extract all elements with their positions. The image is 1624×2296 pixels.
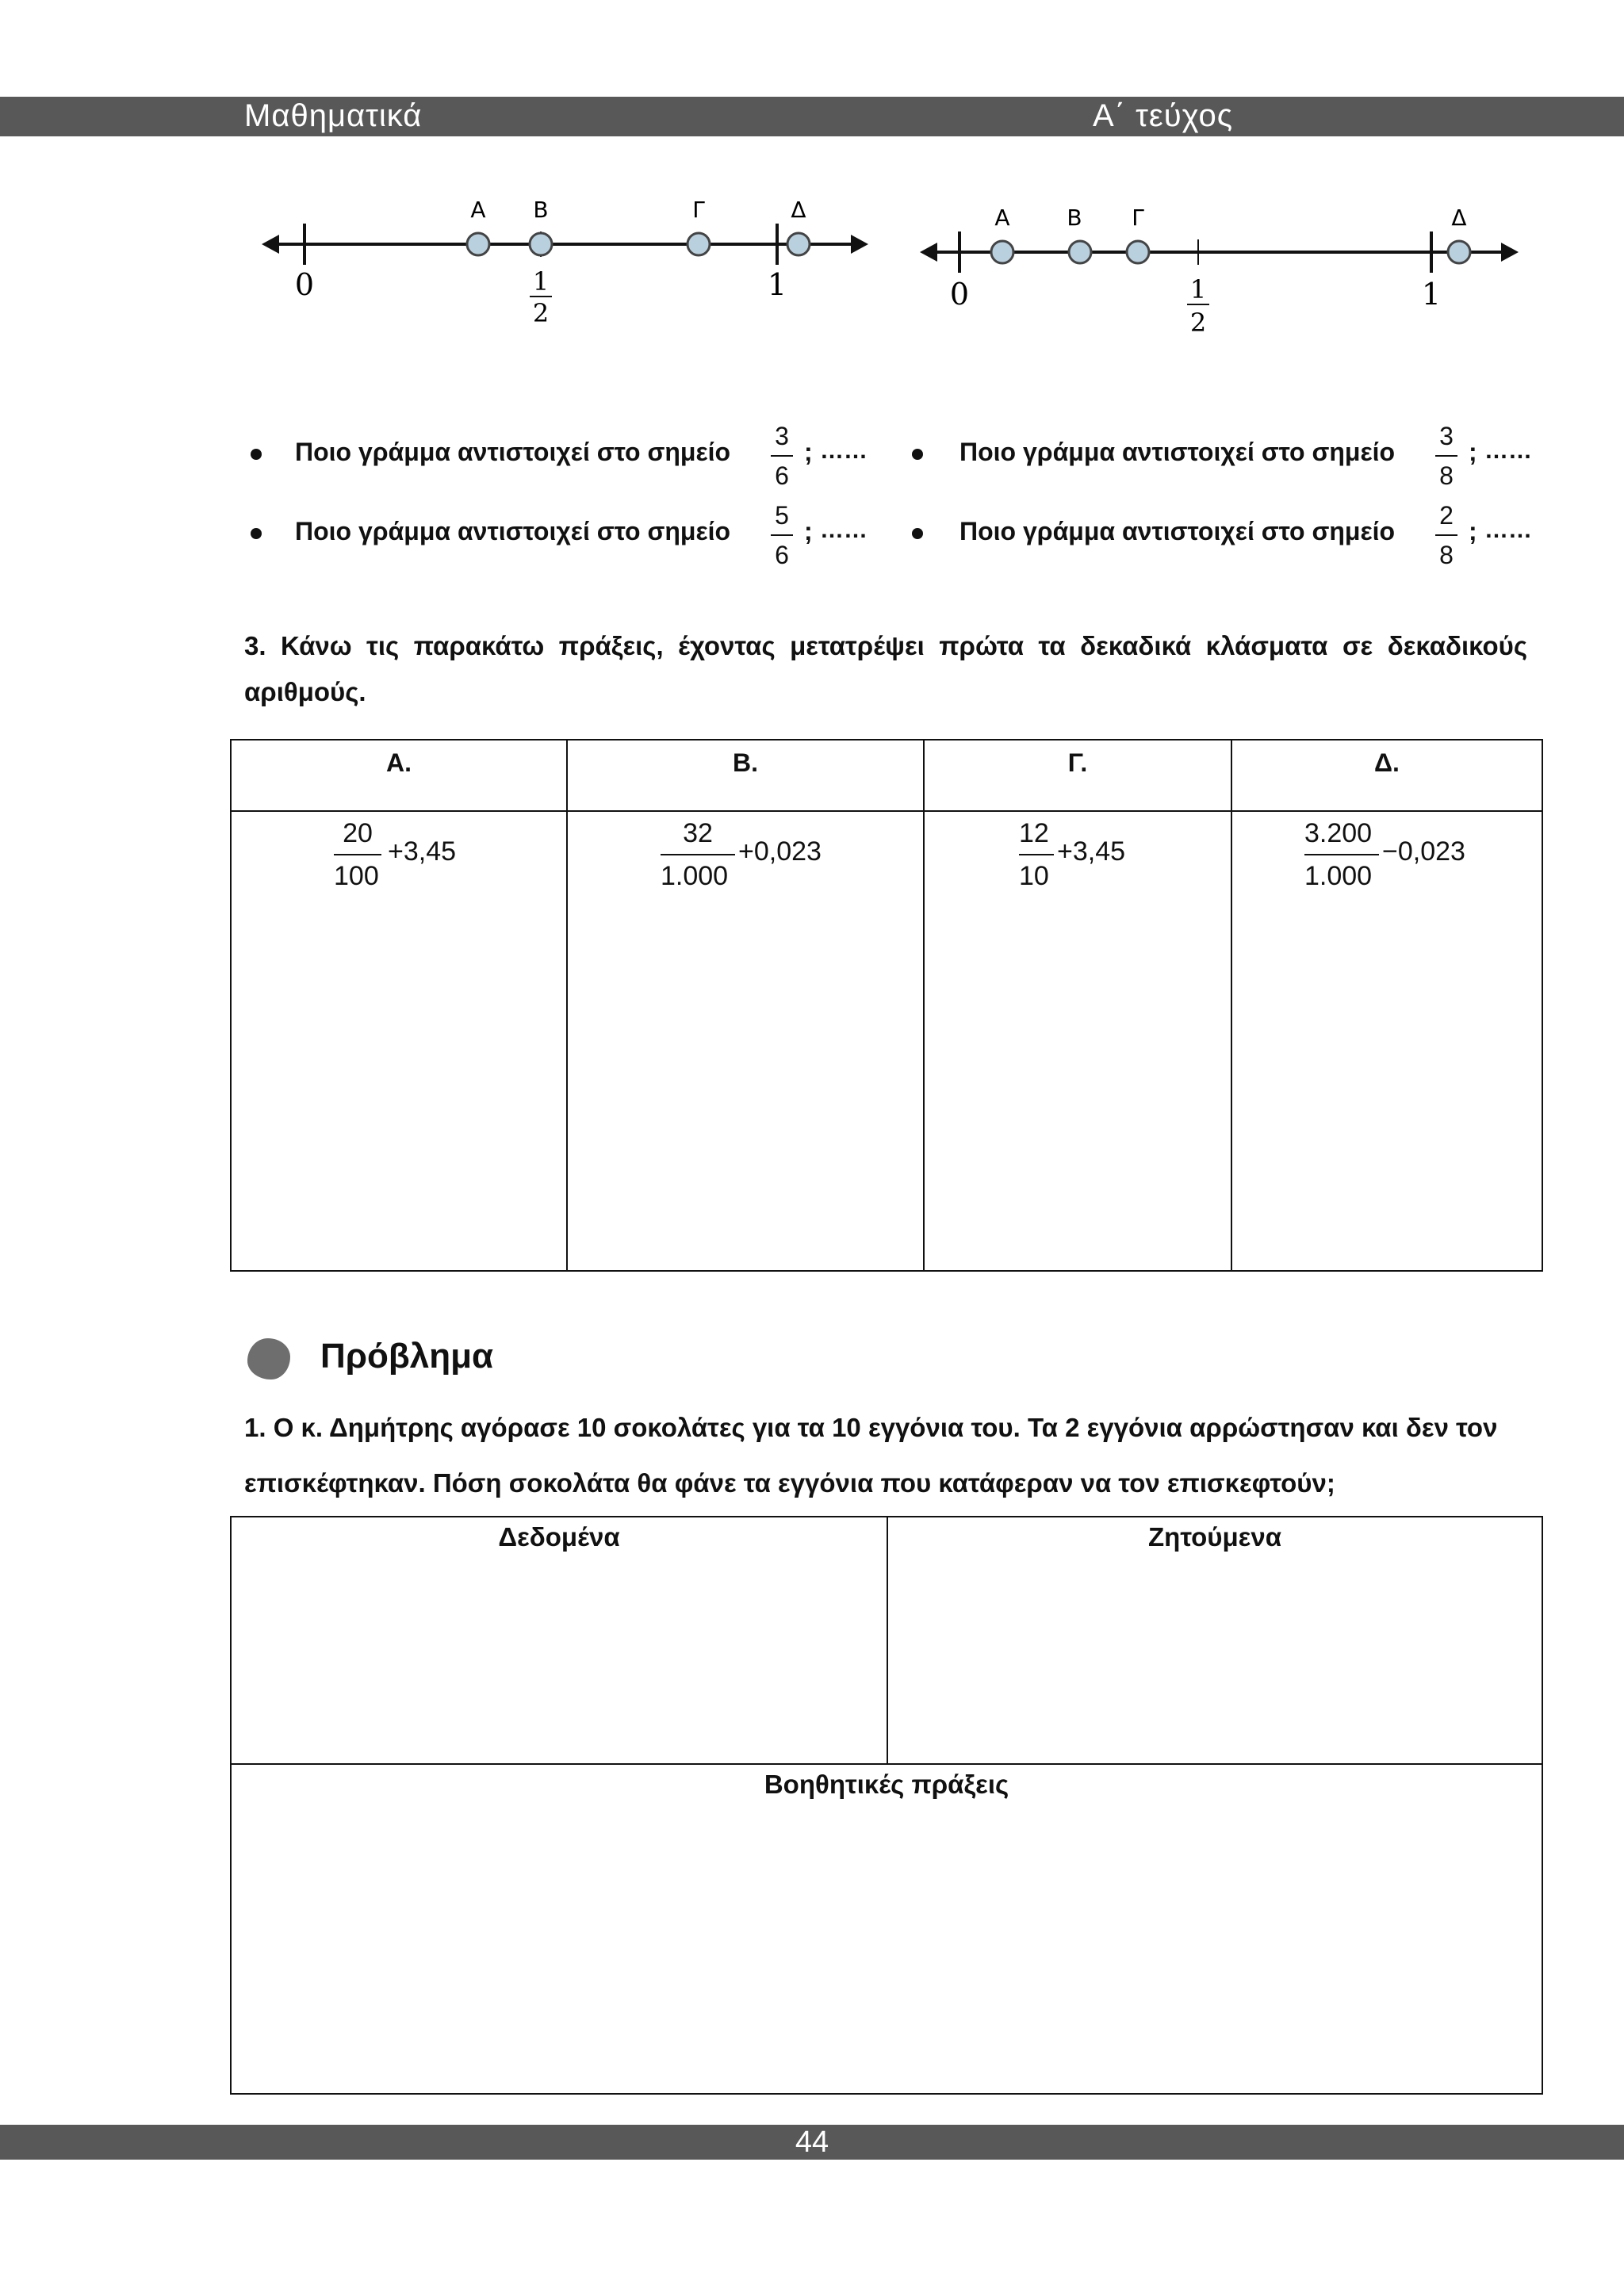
question-fraction: 3 8	[1431, 420, 1462, 492]
problem-table	[230, 1516, 1543, 2095]
asked-cell[interactable]	[887, 1517, 1542, 1764]
question-prompt: Ποιο γράμμα αντιστοιχεί στο σημείο	[295, 438, 731, 466]
question-mark: ;	[804, 517, 813, 545]
expression-fraction: 20 100	[334, 817, 381, 892]
label-b: Β	[533, 197, 549, 223]
operation-cell[interactable]	[567, 811, 924, 1271]
tick-1: 1	[1421, 277, 1442, 312]
question-mark: ;	[1469, 517, 1477, 545]
label-a: Α	[470, 197, 486, 223]
bullet-icon	[912, 449, 923, 460]
number-line-2	[920, 197, 1522, 347]
question-prompt: Ποιο γράμμα αντιστοιχεί στο σημείο	[959, 438, 1396, 466]
column-header: Δ.	[1231, 740, 1542, 811]
question-prompt: Ποιο γράμμα αντιστοιχεί στο σημείο	[295, 517, 731, 545]
label-a: Α	[994, 205, 1010, 231]
point-g	[688, 233, 710, 255]
half-den: 2	[532, 298, 550, 328]
footer-bar	[0, 2125, 1624, 2160]
operation-cell[interactable]	[231, 811, 567, 1271]
answer-blank[interactable]: ……	[820, 517, 868, 543]
problem-text-line-2: επισκέφτηκαν. Πόση σοκολάτα θα φάνε τα εγγόνια που κατάφεραν να τον επισκεφτούν;	[244, 1468, 1335, 1498]
point-a	[991, 241, 1013, 263]
expression-operator: +0,023	[738, 836, 822, 867]
label-b: Β	[1067, 205, 1082, 231]
column-header: Β.	[567, 740, 924, 811]
question-fraction: 5 6	[766, 499, 798, 571]
operation-cell[interactable]	[1231, 811, 1542, 1271]
expression-fraction: 3.200 1.000	[1304, 817, 1379, 892]
point-d	[787, 233, 810, 255]
bullet-icon	[251, 528, 262, 539]
half-den: 2	[1189, 308, 1207, 338]
header-bar	[0, 97, 1624, 136]
tick-1: 1	[767, 267, 787, 302]
point-g	[1127, 241, 1149, 263]
tick-0: 0	[294, 267, 315, 302]
asked-label: Ζητούμενα	[1148, 1522, 1281, 1552]
point-d	[1448, 241, 1470, 263]
label-g: Γ	[692, 197, 705, 223]
half-num: 1	[532, 266, 550, 297]
label-g: Γ	[1132, 205, 1144, 231]
tick-0: 0	[949, 277, 970, 312]
expression-fraction: 32 1.000	[661, 817, 735, 892]
given-cell[interactable]	[231, 1517, 887, 1764]
question-mark: ;	[1469, 438, 1477, 466]
question-mark: ;	[804, 438, 813, 466]
operations-table	[230, 739, 1543, 1272]
label-d: Δ	[791, 197, 806, 223]
header-subject: Μαθηματικά	[244, 98, 423, 133]
answer-blank[interactable]: ……	[1484, 438, 1532, 464]
question-prompt: Ποιο γράμμα αντιστοιχεί στο σημείο	[959, 517, 1396, 545]
point-b	[530, 233, 552, 255]
question-fraction: 3 6	[766, 420, 798, 492]
expression-operator: +3,45	[388, 836, 457, 867]
number-line-1	[262, 190, 872, 341]
bullet-icon	[251, 449, 262, 460]
problem-text-line-1: 1. Ο κ. Δημήτρης αγόρασε 10 σοκολάτες για τα 10 εγγόνια του. Τα 2 εγγόνια αρρώστησαν και δεν τον	[244, 1413, 1498, 1442]
point-a	[467, 233, 489, 255]
expression-fraction: 12 10	[1019, 817, 1054, 892]
expression-operator: +3,45	[1057, 836, 1126, 867]
helper-label: Βοηθητικές πράξεις	[764, 1770, 1009, 1799]
given-label: Δεδομένα	[498, 1522, 620, 1552]
expression-operator: −0,023	[1382, 836, 1465, 867]
exercise-3-text: 3. Κάνω τις παρακάτω πράξεις, έχοντας μετατρέψει πρώτα τα δεκαδικά κλάσματα σε δεκαδικούς αριθμούς.	[244, 631, 1527, 706]
question-fraction: 2 8	[1431, 499, 1462, 571]
problem-title: Πρόβλημα	[320, 1337, 494, 1376]
answer-blank[interactable]: ……	[1484, 517, 1532, 543]
half-num: 1	[1189, 274, 1207, 304]
point-b	[1069, 241, 1091, 263]
problem-icon	[247, 1338, 290, 1380]
label-d: Δ	[1451, 205, 1467, 231]
answer-blank[interactable]: ……	[820, 438, 868, 464]
bullet-icon	[912, 528, 923, 539]
column-header: Α.	[231, 740, 567, 811]
helper-cell[interactable]	[231, 1764, 1542, 2094]
page-number: 44	[795, 2126, 829, 2159]
column-header: Γ.	[924, 740, 1231, 811]
header-volume: Α΄ τεύχος	[1093, 98, 1234, 133]
operation-cell[interactable]	[924, 811, 1231, 1271]
